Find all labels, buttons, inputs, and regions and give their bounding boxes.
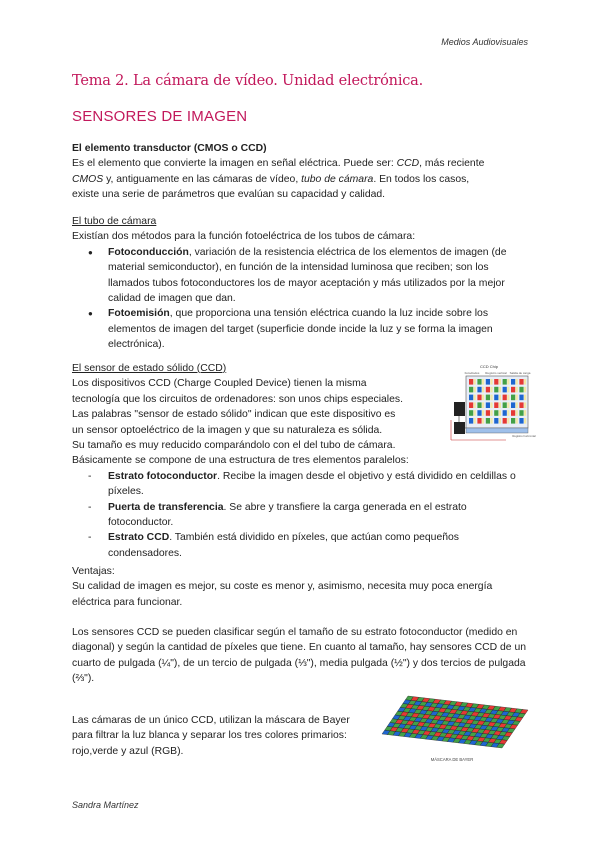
vertical-register-cell <box>507 410 509 416</box>
vertical-register-cell <box>490 387 492 393</box>
running-header: Medios Audiovisuales <box>441 37 528 47</box>
ccd-pixel <box>486 387 490 393</box>
ccd-pixel <box>477 395 481 401</box>
list-term: Fotoemisión <box>108 308 170 320</box>
ccd-pixel <box>511 410 515 416</box>
vertical-register-cell <box>499 418 501 424</box>
vertical-register-cell <box>482 387 484 393</box>
ccd-pixel <box>519 402 523 408</box>
diagram-title: CCD Chip <box>479 364 499 369</box>
section-heading: SENSORES DE IMAGEN <box>72 108 248 125</box>
list-item <box>88 469 532 500</box>
list-item <box>88 530 532 561</box>
ccd-pixel <box>511 395 515 401</box>
bayer-grid <box>382 696 528 748</box>
vertical-register-cell <box>516 410 518 416</box>
vertical-register-cell <box>482 402 484 408</box>
ccd-pixel <box>494 410 498 416</box>
vertical-register-cell <box>482 410 484 416</box>
bayer-text: Las cámaras de un único CCD, utilizan la máscara de Bayer para filtrar la luz blanca y separar los tres colores primarios: rojo,verde y azul (RGB). <box>72 715 350 757</box>
vertical-register-cell <box>507 395 509 401</box>
vertical-register-cell <box>482 395 484 401</box>
vertical-register-cell <box>490 395 492 401</box>
ccd-pixel <box>503 410 507 416</box>
text-run: existe una serie de parámetros que evalúan su capacidad y calidad. <box>72 189 386 201</box>
vertical-register-cell <box>499 395 501 401</box>
list-term: Estrato CCD <box>108 532 170 544</box>
vertical-register-cell <box>516 387 518 393</box>
output-block <box>454 422 465 434</box>
ccd-pixel <box>494 395 498 401</box>
ccd-pixel <box>494 387 498 393</box>
footer-author: Sandra Martínez <box>72 800 139 810</box>
ccd-line: Las palabras "sensor de estado sólido" indican que este dispositivo es <box>72 409 396 421</box>
ccd-pixel <box>519 387 523 393</box>
ccd-pixel <box>511 418 515 424</box>
list-item <box>88 306 528 352</box>
vertical-register-cell <box>490 418 492 424</box>
vertical-register-cell <box>490 410 492 416</box>
vertical-register-cell <box>516 379 518 385</box>
list-text: , que proporciona una tensión eléctrica cuando la luz incide sobre los elementos de imagen del target (superficie donde incide la luz y se forma la imagen electrónica). <box>108 308 493 351</box>
vertical-register-cell <box>474 395 476 401</box>
text-run: Es el elemento que convierte la imagen en señal eléctrica. Puede ser: <box>72 158 397 170</box>
diagram-label: Registro vertical <box>485 371 507 375</box>
list-text: . Recibe la imagen desde el objetivo y está dividido en celdillas o píxeles. <box>108 470 516 498</box>
ccd-pixel <box>519 379 523 385</box>
list-text: . Se abre y transfiere la carga generada en el estrato fotoconductor. <box>108 501 467 529</box>
vertical-register-cell <box>516 418 518 424</box>
text-run: tubo de cámara <box>301 173 374 185</box>
ccd-pixel <box>477 402 481 408</box>
vertical-register-cell <box>490 402 492 408</box>
transducer-block <box>72 141 532 203</box>
vertical-register-cell <box>499 402 501 408</box>
vertical-register-cell <box>507 379 509 385</box>
ccd-pixel <box>469 379 473 385</box>
ccd-pixel <box>519 395 523 401</box>
vertical-register-cell <box>507 402 509 408</box>
ccd-pixel <box>503 395 507 401</box>
ccd-pixel <box>519 410 523 416</box>
ccd-pixel <box>486 379 490 385</box>
dash-marker: - <box>88 501 92 513</box>
ccd-heading: El sensor de estado sólido (CCD) <box>72 363 227 374</box>
ccd-pixel <box>477 379 481 385</box>
advantages-block <box>72 564 532 610</box>
vertical-register-cell <box>524 395 526 401</box>
advantages-text: Su calidad de imagen es mejor, su coste es menor y, asimismo, necesita muy poca energía eléctrica para funcionar. <box>72 581 493 608</box>
vertical-register-cell <box>474 402 476 408</box>
vertical-register-cell <box>490 379 492 385</box>
text-run: . En todos los casos, <box>373 173 470 185</box>
ccd-pixel <box>486 418 490 424</box>
ccd-pixel <box>477 418 481 424</box>
transducer-paragraph <box>72 156 532 202</box>
vertical-register-cell <box>524 418 526 424</box>
text-run: , más reciente <box>419 158 485 170</box>
vertical-register-cell <box>482 379 484 385</box>
advantages-heading: Ventajas: <box>72 566 115 577</box>
vertical-register-cell <box>474 379 476 385</box>
ccd-pixel <box>519 418 523 424</box>
tube-block <box>72 214 528 353</box>
ccd-pixel <box>469 387 473 393</box>
sizes-block <box>72 625 530 687</box>
ccd-pixel <box>486 402 490 408</box>
vertical-register-cell <box>507 387 509 393</box>
ccd-pixel <box>469 418 473 424</box>
text-run: y, antiguamente en las cámaras de vídeo, <box>103 173 302 185</box>
ccd-pixel <box>469 410 473 416</box>
vertical-register-cell <box>499 410 501 416</box>
vertical-register-cell <box>524 379 526 385</box>
ccd-pixel <box>494 418 498 424</box>
ccd-pixel <box>469 402 473 408</box>
ccd-pixel <box>469 395 473 401</box>
diagram-label: Salida de carga <box>509 371 531 375</box>
vertical-register-cell <box>474 418 476 424</box>
list-text: , variación de la resistencia eléctrica de los elementos de imagen (de material semiconductor), en función de la intensidad luminosa que reciben; son los llamados tubos fotoconductores los de mayor aceptación y más utilizados por la mejor calidad de imagen que dan. <box>108 246 507 305</box>
horizontal-register <box>466 428 528 433</box>
vertical-register-cell <box>516 395 518 401</box>
bayer-mask-svg <box>380 690 530 764</box>
tube-intro: Existían dos métodos para la función fotoeléctrica de los tubos de cámara: <box>72 231 416 243</box>
ccd-pixel <box>486 395 490 401</box>
list-item <box>88 500 532 531</box>
bayer-block <box>72 713 368 759</box>
list-term: Puerta de transferencia <box>108 501 224 513</box>
list-item <box>88 245 528 307</box>
vertical-register-cell <box>482 418 484 424</box>
ccd-pixel <box>503 379 507 385</box>
diagram-label: Fotodiodos <box>464 371 480 375</box>
dash-marker: - <box>88 532 92 544</box>
vertical-register-cell <box>507 418 509 424</box>
ccd-pixel <box>511 379 515 385</box>
ccd-pixel <box>503 402 507 408</box>
sizes-text: Los sensores CCD se pueden clasificar según el tamaño de su estrato fotoconductor (medido en diagonal) y según la cantidad de píxeles que tiene. En cuanto al tamaño, hay sensores CCD de un cuarto de pulgada (¼"), de un tercio de pulgada (⅓"), media pulgada (½") y dos tercios de pulgada (⅔"). <box>72 627 527 685</box>
list-term: Estrato fotoconductor <box>108 470 218 482</box>
ccd-pixel <box>477 387 481 393</box>
vertical-register-cell <box>516 402 518 408</box>
amplifier-block <box>454 402 465 416</box>
ccd-line: Su tamaño es muy reducido comparándolo con el del tubo de cámara. <box>72 440 396 452</box>
bayer-mask-figure <box>380 690 530 764</box>
ccd-line: un sensor optoeléctrico de la imagen y que su naturaleza es sólida. <box>72 424 383 436</box>
dash-marker: - <box>88 470 92 482</box>
ccd-pixel <box>511 387 515 393</box>
vertical-register-cell <box>474 410 476 416</box>
vertical-register-cell <box>474 387 476 393</box>
ccd-pixel <box>503 387 507 393</box>
vertical-register-cell <box>499 387 501 393</box>
bayer-caption: MÁSCARA DE BAYER <box>430 757 474 762</box>
ccd-pixel <box>494 402 498 408</box>
ccd-pixel <box>477 410 481 416</box>
ccd-chip-svg <box>446 362 536 446</box>
vertical-register-cell <box>499 379 501 385</box>
ccd-chip-diagram <box>446 362 536 446</box>
tube-heading: El tubo de cámara <box>72 216 157 227</box>
page-title: Tema 2. La cámara de vídeo. Unidad electrónica. <box>72 73 424 89</box>
vertical-register-cell <box>524 387 526 393</box>
ccd-pixel <box>511 402 515 408</box>
ccd-pixel <box>494 379 498 385</box>
ccd-pixel <box>503 418 507 424</box>
ccd-line: Los dispositivos CCD (Charge Coupled Device) tienen la misma <box>72 378 367 390</box>
diagram-label: Registro horizontal <box>512 434 536 438</box>
ccd-line: tecnología que los circuitos de ordenadores: son unos chips especiales. <box>72 393 403 405</box>
text-run: CMOS <box>72 173 104 185</box>
vertical-register-cell <box>524 410 526 416</box>
list-text: . También está dividido en píxeles, que actúan como pequeños condensadores. <box>108 532 459 559</box>
bullet-icon: ● <box>88 247 93 257</box>
ccd-pixel <box>486 410 490 416</box>
text-run: CCD <box>396 158 420 170</box>
ccd-line: Básicamente se compone de una estructura de tres elementos paralelos: <box>72 455 409 467</box>
bullet-icon: ● <box>88 309 93 319</box>
list-term: Fotoconducción <box>108 246 189 258</box>
transducer-heading: El elemento transductor (CMOS o CCD) <box>72 143 267 154</box>
vertical-register-cell <box>524 402 526 408</box>
